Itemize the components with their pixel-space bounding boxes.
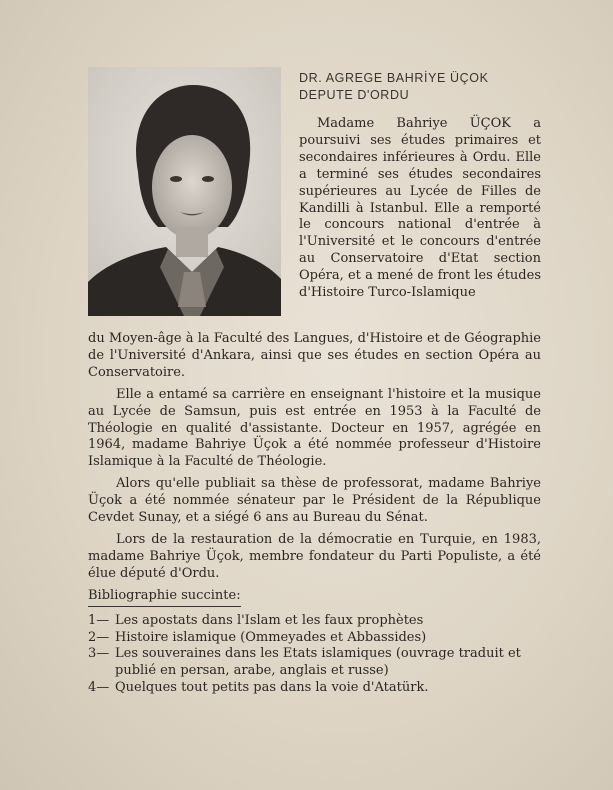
paragraph-senate: Alors qu'elle publiait sa thèse de professorat, madame Bahriye Üçok a été nommée sénateur par le Président de la République Cevdet Sunay, et a siégé 6 ans au Bureau du Sénat.: [88, 476, 541, 526]
list-item: [88, 630, 541, 647]
intro-column: [299, 116, 541, 302]
portrait-image: [88, 67, 281, 316]
bibliography-title: Bibliographie succinte:: [88, 588, 241, 607]
list-item: [88, 680, 541, 697]
list-item-number: 4—: [88, 680, 110, 696]
page-header: [299, 70, 589, 104]
continuation-paragraph: du Moyen-âge à la Faculté des Langues, d'Histoire et de Géographie de l'Université d'Ankara, ainsi que ses études en section Opéra au Conservatoire.: [88, 331, 541, 380]
paragraph-career: Elle a entamé sa carrière en enseignant l'histoire et la musique au Lycée de Samsun, puis est entrée en 1953 à la Faculté de Théologie en qualité d'assistante. Docteur en 1957, agrégée en 1964, madame Bahriye Üçok a été nommée professeur d'Histoire Islamique à la Faculté de Théologie.: [88, 386, 541, 470]
list-item-number: 2—: [88, 629, 110, 645]
intro-paragraph: Madame Bahriye ÜÇOK a poursuivi ses études primaires et secondaires inférieures à Ordu. Elle a terminé ses études secondaires supérieures au Lycée de Filles de Kandilli à Istanbul. Elle a remporté le concours national d'entrée à l'Université et le concours d'entrée au Conservatoire d'Etat section Opéra, et a mené de front les études d'Histoire Turco-Islamique: [299, 116, 541, 301]
main-text: [88, 331, 541, 697]
list-item-text: Quelques tout petits pas dans la voie d'Atatürk.: [115, 680, 429, 696]
bibliography-list: [88, 613, 541, 698]
list-item: [88, 646, 541, 680]
header-title: DR. AGREGE BAHRİYE ÜÇOK: [299, 71, 489, 85]
list-item-text: Les souveraines dans les Etats islamiques (ouvrage traduit et publié en persan, arabe, anglais et russe): [115, 646, 521, 679]
header-subtitle: DEPUTE D'ORDU: [299, 88, 410, 102]
paragraph-democracy: Lors de la restauration de la démocratie en Turquie, en 1983, madame Bahriye Üçok, membre fondateur du Parti Populiste, a été élue député d'Ordu.: [88, 531, 541, 581]
list-item-text: Histoire islamique (Ommeyades et Abbassides): [115, 629, 427, 645]
list-item: [88, 613, 541, 630]
list-item-text: Les apostats dans l'Islam et les faux prophètes: [115, 612, 424, 628]
list-item-number: 1—: [88, 612, 110, 628]
list-item-number: 3—: [88, 646, 110, 662]
portrait-photo: [88, 67, 281, 316]
